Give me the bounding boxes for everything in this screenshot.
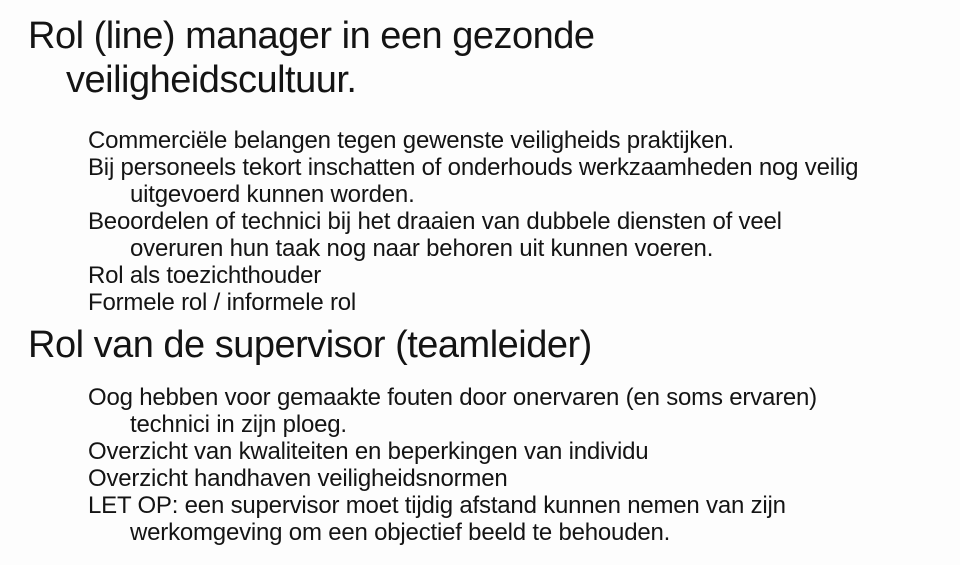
section-title-line: Rol van de supervisor (teamleider) [28,324,592,366]
list-item [88,465,942,492]
list-item [88,262,942,289]
list-item-line: Beoordelen of technici bij het draaien van dubbele diensten of veel [88,208,782,235]
section-title [28,14,942,102]
list-item [88,154,942,208]
section-line-manager [28,14,942,316]
bullet-list [88,384,942,546]
list-item-line: Formele rol / informele rol [88,289,357,316]
list-item [88,438,942,465]
list-item-line: Overzicht handhaven veiligheidsnormen [88,465,508,492]
list-item [88,492,942,546]
list-item-line: Rol als toezichthouder [88,262,322,289]
list-item-line: Bij personeels tekort inschatten of onderhouds werkzaamheden nog veilig [88,154,859,181]
list-item [88,208,942,262]
list-item-line: LET OP: een supervisor moet tijdig afstand kunnen nemen van zijn [88,492,786,519]
list-item [88,384,942,438]
section-title-line: Rol (line) manager in een gezonde [28,15,595,57]
list-item [88,127,942,154]
list-item-line: technici in zijn ploeg. [130,411,347,438]
list-item-line: werkomgeving om een objectief beeld te behouden. [130,519,671,546]
list-item [88,289,942,316]
bullet-list [88,127,942,316]
list-item-line: Oog hebben voor gemaakte fouten door onervaren (en soms ervaren) [88,384,817,411]
section-title-line: veiligheidscultuur. [66,59,357,101]
list-item-line: Commerciële belangen tegen gewenste veiligheids praktijken. [88,127,734,154]
list-item-line: Overzicht van kwaliteiten en beperkingen van individu [88,438,649,465]
section-title [28,323,942,367]
section-supervisor [28,323,942,546]
list-item-line: uitgevoerd kunnen worden. [130,181,415,208]
list-item-line: overuren hun taak nog naar behoren uit kunnen voeren. [130,235,714,262]
